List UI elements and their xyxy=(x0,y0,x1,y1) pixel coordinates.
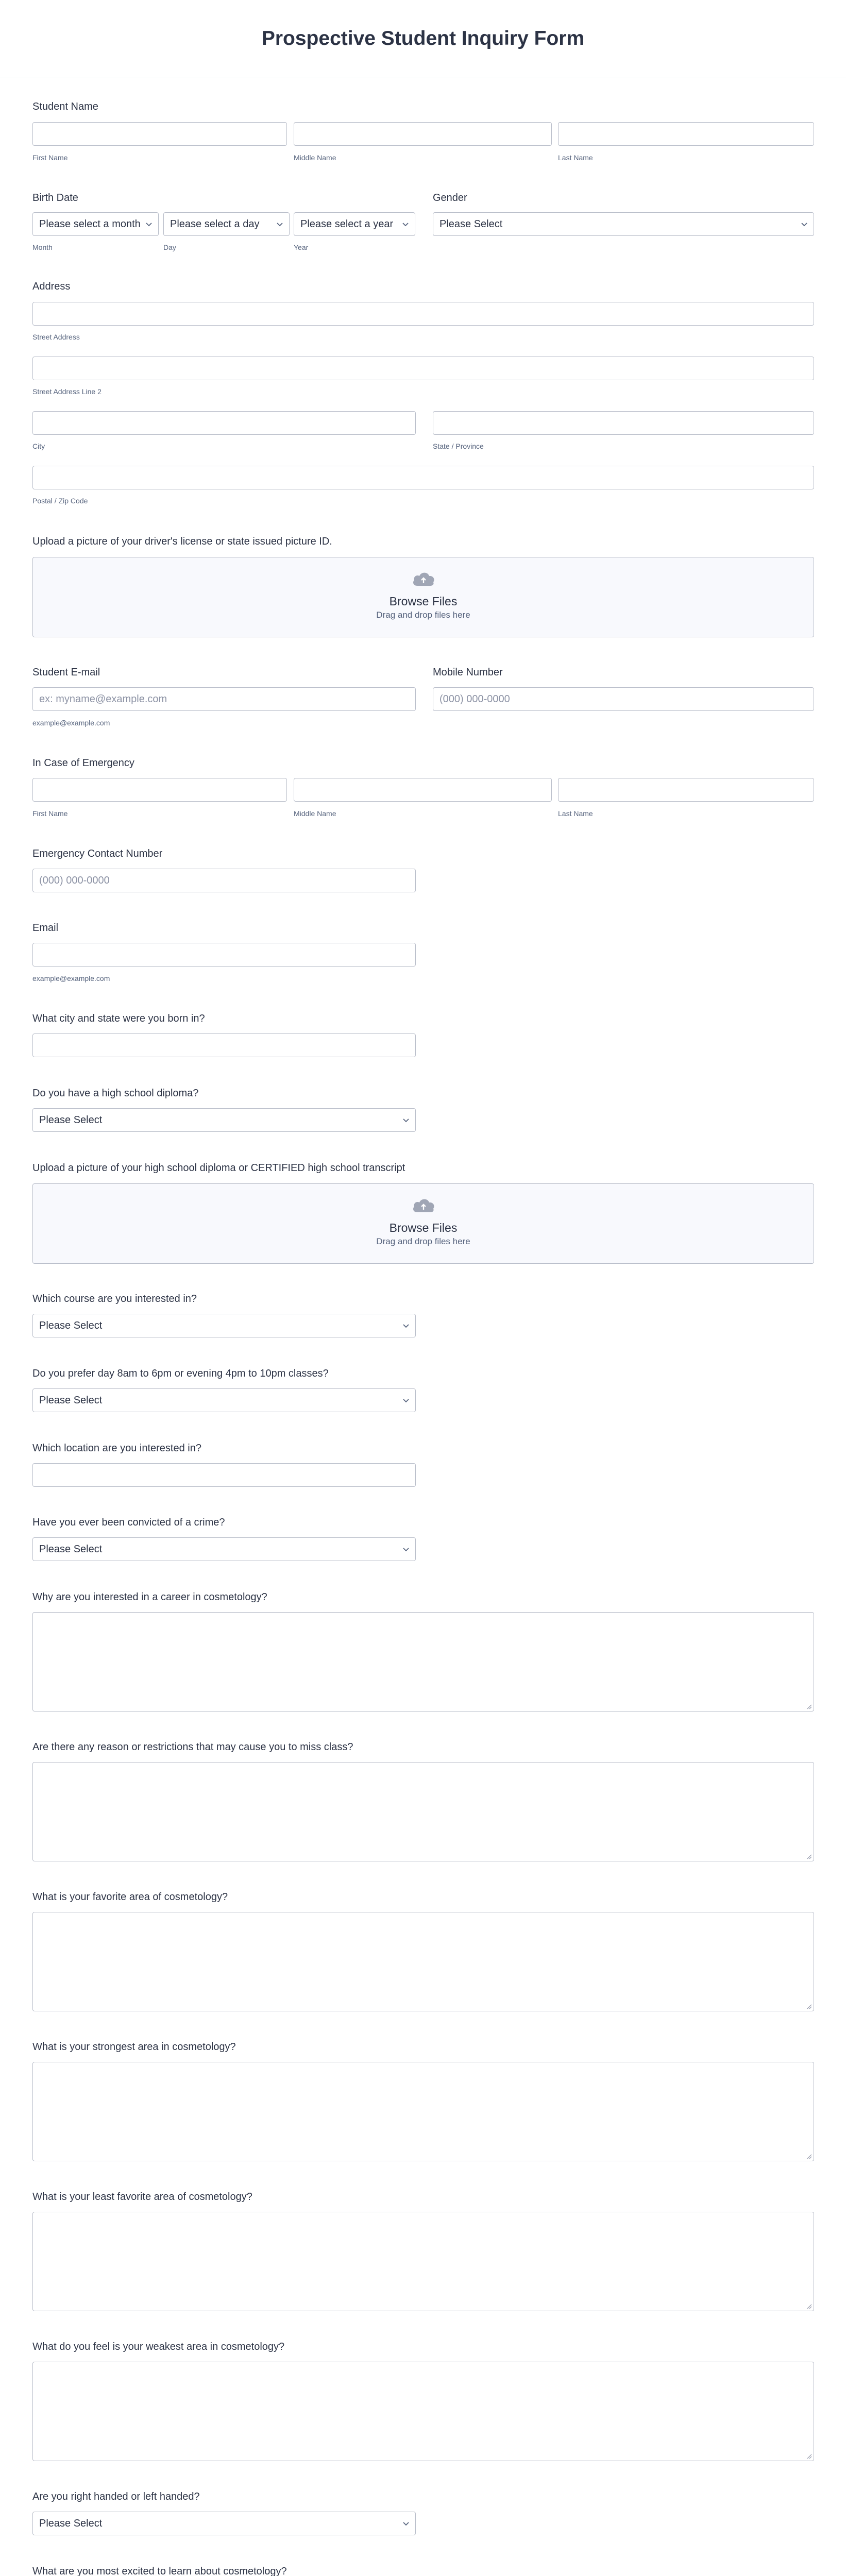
middle-name-sublabel: Middle Name xyxy=(294,154,336,162)
course-select[interactable] xyxy=(32,1314,416,1337)
location-input[interactable] xyxy=(32,1463,416,1487)
license-upload-dropzone[interactable] xyxy=(32,557,814,637)
resize-handle-icon[interactable] xyxy=(806,1703,812,1709)
street-address-sublabel: Street Address xyxy=(32,333,80,341)
first-name-sublabel: First Name xyxy=(32,154,68,162)
chevron-down-icon xyxy=(402,1545,410,1553)
city-sublabel: City xyxy=(32,442,45,450)
chevron-down-icon xyxy=(401,220,410,228)
mobile-number-label: Mobile Number xyxy=(433,667,503,678)
day-sublabel: Day xyxy=(163,243,176,251)
emergency-first-sublabel: First Name xyxy=(32,809,68,818)
birth-date-label: Birth Date xyxy=(32,192,78,204)
birth-year-value: Please select a year xyxy=(300,218,394,230)
postal-code-input[interactable] xyxy=(32,466,814,489)
emergency-middle-name-input[interactable] xyxy=(294,778,552,802)
class-time-value: Please Select xyxy=(39,1394,103,1406)
student-email-sublabel: example@example.com xyxy=(32,719,110,727)
handed-select[interactable] xyxy=(32,2512,416,2535)
gender-label: Gender xyxy=(433,192,467,204)
chevron-down-icon xyxy=(145,220,153,228)
birth-day-select[interactable] xyxy=(163,212,290,236)
chevron-down-icon xyxy=(402,2519,410,2528)
cloud-upload-icon xyxy=(411,570,436,587)
mobile-number-input[interactable]: (000) 000-0000 xyxy=(433,687,814,711)
resize-handle-icon[interactable] xyxy=(806,2153,812,2159)
student-last-name-input[interactable] xyxy=(558,122,814,146)
student-email-input[interactable]: ex: myname@example.com xyxy=(32,687,416,711)
license-upload-label: Upload a picture of your driver's license or state issued picture ID. xyxy=(32,536,332,547)
handed-label: Are you right handed or left handed? xyxy=(32,2491,200,2502)
chevron-down-icon xyxy=(276,220,284,228)
chevron-down-icon xyxy=(402,1116,410,1124)
strongest-area-textarea[interactable] xyxy=(32,2062,814,2161)
favorite-area-textarea[interactable] xyxy=(32,1912,814,2011)
course-label: Which course are you interested in? xyxy=(32,1293,197,1304)
emergency-phone-label: Emergency Contact Number xyxy=(32,848,163,859)
student-first-name-input[interactable] xyxy=(32,122,287,146)
restrictions-question-label: Are there any reason or restrictions that may cause you to miss class? xyxy=(32,1741,353,1753)
emergency-last-sublabel: Last Name xyxy=(558,809,593,818)
emergency-middle-sublabel: Middle Name xyxy=(294,809,336,818)
weakest-area-label: What do you feel is your weakest area in cosmetology? xyxy=(32,2341,285,2352)
student-middle-name-input[interactable] xyxy=(294,122,552,146)
convicted-label: Have you ever been convicted of a crime? xyxy=(32,1517,225,1528)
career-question-textarea[interactable] xyxy=(32,1612,814,1711)
least-favorite-textarea[interactable] xyxy=(32,2212,814,2311)
email-sublabel: example@example.com xyxy=(32,974,110,982)
gender-value: Please Select xyxy=(439,218,503,230)
weakest-area-textarea[interactable] xyxy=(32,2362,814,2461)
course-value: Please Select xyxy=(39,1319,103,1331)
resize-handle-icon[interactable] xyxy=(806,2453,812,2459)
favorite-area-label: What is your favorite area of cosmetology? xyxy=(32,1891,228,1903)
email-input[interactable] xyxy=(32,943,416,967)
born-in-label: What city and state were you born in? xyxy=(32,1013,205,1024)
city-input[interactable] xyxy=(32,411,416,435)
diploma-upload-dropzone[interactable] xyxy=(32,1183,814,1264)
chevron-down-icon xyxy=(402,1321,410,1330)
emergency-first-name-input[interactable] xyxy=(32,778,287,802)
address-label: Address xyxy=(32,281,71,292)
convicted-select[interactable] xyxy=(32,1537,416,1561)
birth-day-value: Please select a day xyxy=(170,218,260,230)
student-name-label: Student Name xyxy=(32,101,98,112)
diploma-value: Please Select xyxy=(39,1114,103,1126)
gender-select[interactable] xyxy=(433,212,814,236)
resize-handle-icon[interactable] xyxy=(806,2303,812,2309)
diploma-upload-label: Upload a picture of your high school diploma or CERTIFIED high school transcript xyxy=(32,1162,405,1174)
emergency-name-label: In Case of Emergency xyxy=(32,757,134,769)
street-address-input[interactable] xyxy=(32,302,814,326)
birth-year-select[interactable] xyxy=(294,212,415,236)
state-input[interactable] xyxy=(433,411,814,435)
birth-month-select[interactable] xyxy=(32,212,159,236)
emergency-last-name-input[interactable] xyxy=(558,778,814,802)
year-sublabel: Year xyxy=(294,243,309,251)
form-header xyxy=(0,0,846,77)
resize-handle-icon[interactable] xyxy=(806,2003,812,2009)
restrictions-question-textarea[interactable] xyxy=(32,1762,814,1861)
chevron-down-icon xyxy=(800,220,808,228)
diploma-browse-title: Browse Files xyxy=(389,1221,458,1234)
strongest-area-label: What is your strongest area in cosmetology? xyxy=(32,2041,236,2053)
chevron-down-icon xyxy=(402,1396,410,1404)
license-upload-hint: Drag and drop files here xyxy=(376,610,470,620)
excited-question-label: What are you most excited to learn about cosmetology? xyxy=(32,2566,287,2576)
convicted-value: Please Select xyxy=(39,1543,103,1555)
location-label: Which location are you interested in? xyxy=(32,1443,201,1454)
class-time-select[interactable] xyxy=(32,1388,416,1412)
form-title: Prospective Student Inquiry Form xyxy=(261,27,585,49)
least-favorite-label: What is your least favorite area of cosmetology? xyxy=(32,2191,252,2202)
street-address-2-input[interactable] xyxy=(32,357,814,380)
month-sublabel: Month xyxy=(32,243,53,251)
handed-value: Please Select xyxy=(39,2517,103,2529)
diploma-select[interactable] xyxy=(32,1108,416,1132)
class-time-label: Do you prefer day 8am to 6pm or evening 4pm to 10pm classes? xyxy=(32,1368,329,1379)
license-browse-title: Browse Files xyxy=(389,595,458,608)
student-email-label: Student E-mail xyxy=(32,667,100,678)
born-in-input[interactable] xyxy=(32,1033,416,1057)
diploma-label: Do you have a high school diploma? xyxy=(32,1088,199,1099)
career-question-label: Why are you interested in a career in cosmetology? xyxy=(32,1591,267,1603)
cloud-upload-icon xyxy=(411,1196,436,1214)
diploma-upload-hint: Drag and drop files here xyxy=(376,1236,470,1246)
emergency-phone-input[interactable]: (000) 000-0000 xyxy=(32,869,416,892)
street-address-2-sublabel: Street Address Line 2 xyxy=(32,387,101,396)
last-name-sublabel: Last Name xyxy=(558,154,593,162)
resize-handle-icon[interactable] xyxy=(806,1853,812,1859)
email-label: Email xyxy=(32,922,59,934)
birth-month-value: Please select a month xyxy=(39,218,141,230)
state-sublabel: State / Province xyxy=(433,442,484,450)
postal-code-sublabel: Postal / Zip Code xyxy=(32,497,88,505)
